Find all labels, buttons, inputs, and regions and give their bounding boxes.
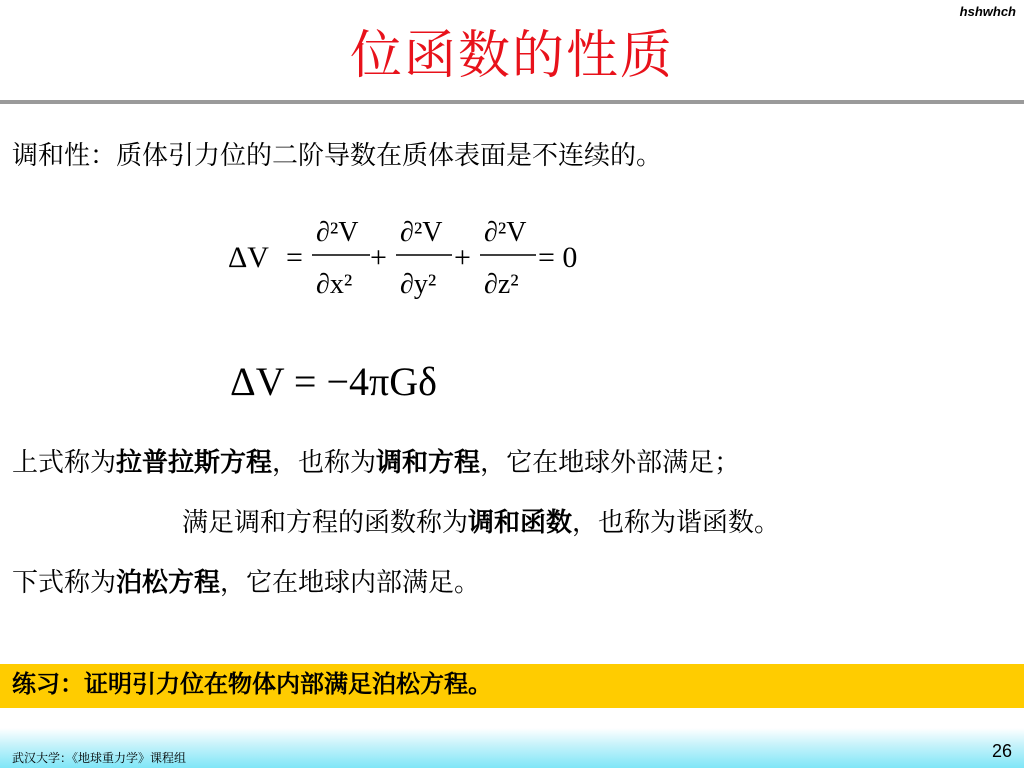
laplace-term3-denominator: ∂z² bbox=[484, 269, 519, 300]
slide-title: 位函数的性质 bbox=[349, 26, 674, 86]
laplace-term1-numerator: ∂²V bbox=[316, 217, 359, 248]
laplace-term3-numerator: ∂²V bbox=[484, 217, 527, 248]
exercise-text: 练习：证明引力位在物体内部满足泊松方程。 bbox=[12, 669, 492, 698]
poisson-description-line: 下式称为泊松方程，它在地球内部满足。 bbox=[12, 568, 481, 598]
footer-course: 武汉大学：《地球重力学》课程组 bbox=[12, 751, 187, 765]
laplace-term2-denominator: ∂y² bbox=[400, 269, 437, 300]
poisson-equation bbox=[230, 355, 490, 405]
harmonic-function-line: 满足调和方程的函数称为调和函数，也称为谐函数。 bbox=[182, 508, 781, 538]
laplace-lhs: ΔV bbox=[228, 241, 269, 274]
laplace-equation bbox=[220, 205, 600, 305]
laplace-plus-2: + bbox=[454, 241, 471, 274]
exercise-banner bbox=[0, 664, 1024, 708]
laplace-term1-denominator: ∂x² bbox=[316, 269, 353, 300]
poisson-equation-text: ΔV = −4πGδ bbox=[230, 359, 437, 404]
author-tag: hshwhch bbox=[959, 4, 1016, 19]
laplace-term2-numerator: ∂²V bbox=[400, 217, 443, 248]
page-number: 26 bbox=[991, 741, 1012, 761]
laplace-equals: = bbox=[286, 241, 303, 274]
laplace-description-line: 上式称为拉普拉斯方程，也称为调和方程，它在地球外部满足； bbox=[12, 448, 741, 478]
footer-bar bbox=[0, 728, 1024, 768]
title-divider bbox=[0, 100, 1024, 104]
harmonic-property-line: 调和性：质体引力位的二阶导数在质体表面是不连续的。 bbox=[12, 141, 663, 171]
laplace-rhs: = 0 bbox=[538, 241, 578, 274]
laplace-plus-1: + bbox=[370, 241, 387, 274]
